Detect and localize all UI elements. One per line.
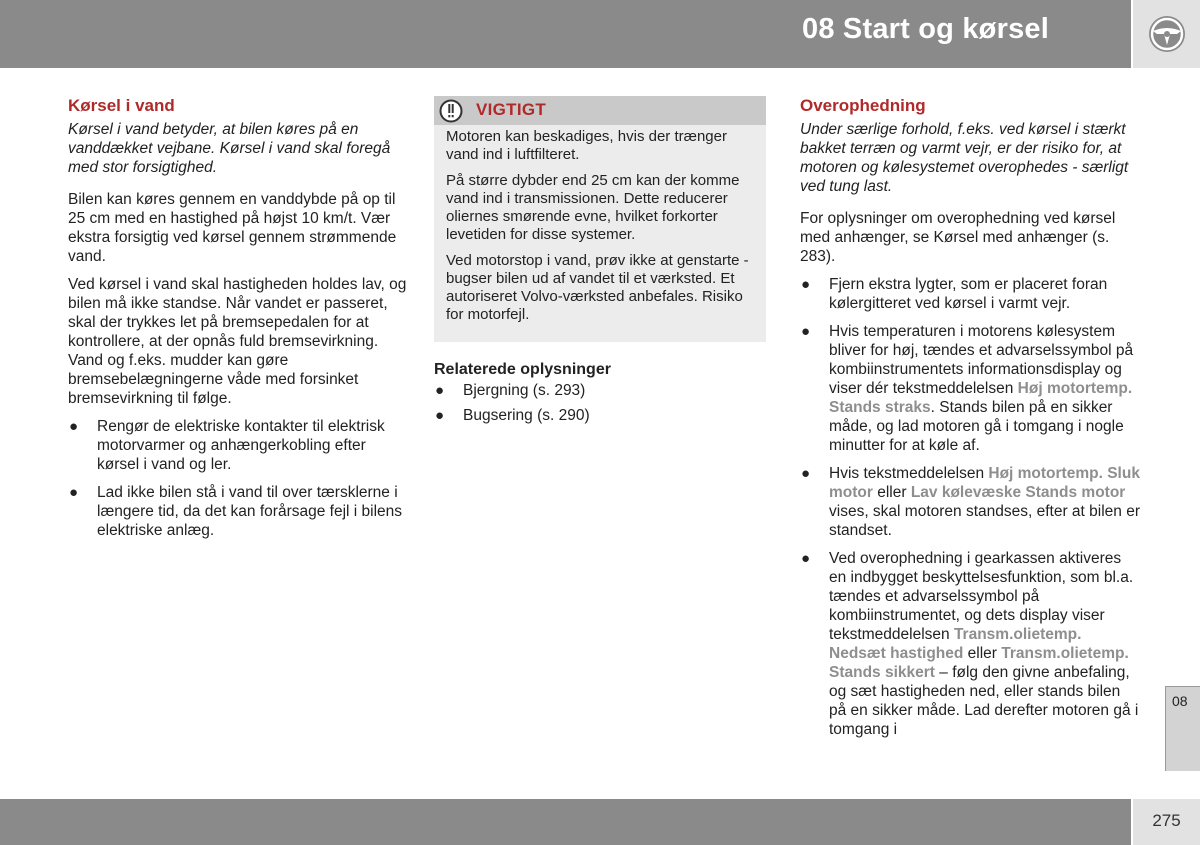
chapter-side-tab-label: 08 [1172, 693, 1188, 709]
paragraph-water-speed: Ved kørsel i vand skal hastigheden holdes lav, og bilen må ikke standse. Når vandet er passeret, skal der trykkes let på bremsepedalen for at kontrollere, at der opnås fuld bremsevirkning. Vand og f.eks. mudder kan gøre bremsebelægningerne våde med forsinket bremsevirkning til følge. [68, 276, 407, 407]
paragraph-water-depth: Bilen kan køres gennem en vanddybde på op til 25 cm med en hastighed på højst 10 km/t. Vær ekstra forsigtig ved kørsel gennem strømmende vand. [68, 191, 397, 265]
bullet-text: eller [872, 484, 911, 501]
chapter-header-bar [0, 0, 1131, 68]
display-message: Høj motortemp. Sluk motor [829, 465, 1140, 501]
display-message: Lav kølevæske Stands motor [910, 484, 1126, 501]
bullet-icon: ● [435, 407, 445, 424]
bullet-icon: ● [801, 550, 811, 567]
list-item [800, 464, 1140, 540]
bullet-text: Hvis tekstmeddelelsen [829, 465, 989, 482]
bullet-text: Rengør de elektriske kontakter til elektrisk motorvarmer og anhængerkobling efter kørsel i vand og ler. [97, 418, 385, 473]
intro-water: Kørsel i vand betyder, at bilen køres på en vanddækket vejbane. Kørsel i vand skal foregå med stor forsigtighed. [68, 121, 391, 176]
overheating-bullet-list [800, 275, 1140, 739]
display-message: Transm.olietemp. Stands sikkert [829, 645, 1129, 681]
column-warning [434, 96, 766, 431]
bullet-text: Lad ikke bilen stå i vand til over tærsklerne i længere tid, da det kan forårsage fejl i bilens elektriske anlæg. [97, 484, 403, 539]
warning-paragraph: På større dybder end 25 cm kan der komme vand ind i transmissionen. Dette reducerer oliernes smørende evne, hvilket forkorter levetiden for disse systemer. [446, 172, 740, 243]
related-info-title: Relaterede oplysninger [434, 361, 611, 378]
display-message: Transm.olietemp. Nedsæt hastighed [829, 626, 1082, 662]
related-link[interactable]: Bugsering (s. 290) [463, 407, 590, 424]
related-info [434, 360, 766, 425]
intro-overheating: Under særlige forhold, f.eks. ved kørsel i stærkt bakket terræn og varmt vejr, er der risiko for, at motoren og kølesystemet overophedes - særligt ved tung last. [800, 121, 1129, 195]
bullet-icon: ● [801, 323, 811, 340]
footer-bar [0, 799, 1131, 845]
display-message: Høj motortemp. Stands straks [829, 380, 1133, 416]
warning-label: VIGTIGT [476, 100, 547, 119]
bullet-icon: ● [69, 484, 79, 501]
bullet-icon: ● [435, 382, 445, 399]
warning-box [434, 96, 766, 342]
warning-paragraph: Ved motorstop i vand, prøv ikke at genstarte - bugser bilen ud af vandet til et værksted. Et autoriseret Volvo-værksted anbefales. Risiko for motorfejl. [446, 252, 749, 323]
list-item [800, 549, 1140, 739]
chapter-title: 08 Start og kørsel [802, 13, 1049, 45]
column-water-driving [68, 96, 408, 549]
steering-wheel-icon [1147, 14, 1187, 54]
bullet-text: . Stands bilen på en sikker måde, og lad motoren gå i tomgang i nogle minutter for at køle af. [829, 399, 1124, 454]
list-item[interactable] [434, 381, 766, 400]
paragraph-trailer-reference: For oplysninger om overophedning ved kørsel med anhænger, se Kørsel med anhænger (s. 283). [800, 210, 1116, 265]
exclamation-circle-icon [439, 99, 463, 123]
list-item [800, 275, 1140, 313]
list-item [800, 322, 1140, 455]
related-list [434, 381, 766, 425]
bullet-text: Fjern ekstra lygter, som er placeret foran kølergitteret ved kørsel i varmt vejr. [829, 276, 1108, 312]
bullet-icon: ● [801, 465, 811, 482]
related-link[interactable]: Bjergning (s. 293) [463, 382, 586, 399]
list-item [68, 483, 408, 540]
warning-paragraph: Motoren kan beskadiges, hvis der trænger vand ind i luftfilteret. [446, 128, 727, 163]
section-heading-overheating: Overophedning [800, 96, 926, 115]
chapter-icon-box [1131, 0, 1200, 68]
section-heading-water: Kørsel i vand [68, 96, 175, 115]
warning-body [434, 125, 766, 324]
list-item[interactable] [434, 406, 766, 425]
bullet-icon: ● [69, 418, 79, 435]
bullet-text: vises, skal motoren standses, efter at bilen er standset. [829, 503, 1141, 539]
chapter-side-tab [1165, 686, 1200, 771]
column-overheating [800, 96, 1140, 748]
bullet-text: eller [963, 645, 1002, 662]
bullet-text: Hvis temperaturen i motorens kølesystem bliver for høj, tændes et advarselssymbol på kombiinstrumentets informationsdisplay og viser dér tekstmeddelelsen [829, 323, 1134, 397]
page-number: 275 [1152, 811, 1181, 830]
list-item [68, 417, 408, 474]
warning-header [434, 96, 766, 125]
page-number-box [1131, 799, 1200, 845]
water-bullet-list [68, 417, 408, 540]
bullet-text: – følg den givne anbefaling, og sæt hastigheden ned, eller stands bilen på en sikker måde. Lad derefter motoren gå i tomgang i [829, 664, 1139, 738]
bullet-text: Ved overophedning i gearkassen aktiveres en indbygget beskyttelsesfunktion, som bl.a. tændes et advarselssymbol på kombiinstrumentet, og dets display viser tekstmeddelelsen [829, 550, 1134, 643]
bullet-icon: ● [801, 276, 811, 293]
